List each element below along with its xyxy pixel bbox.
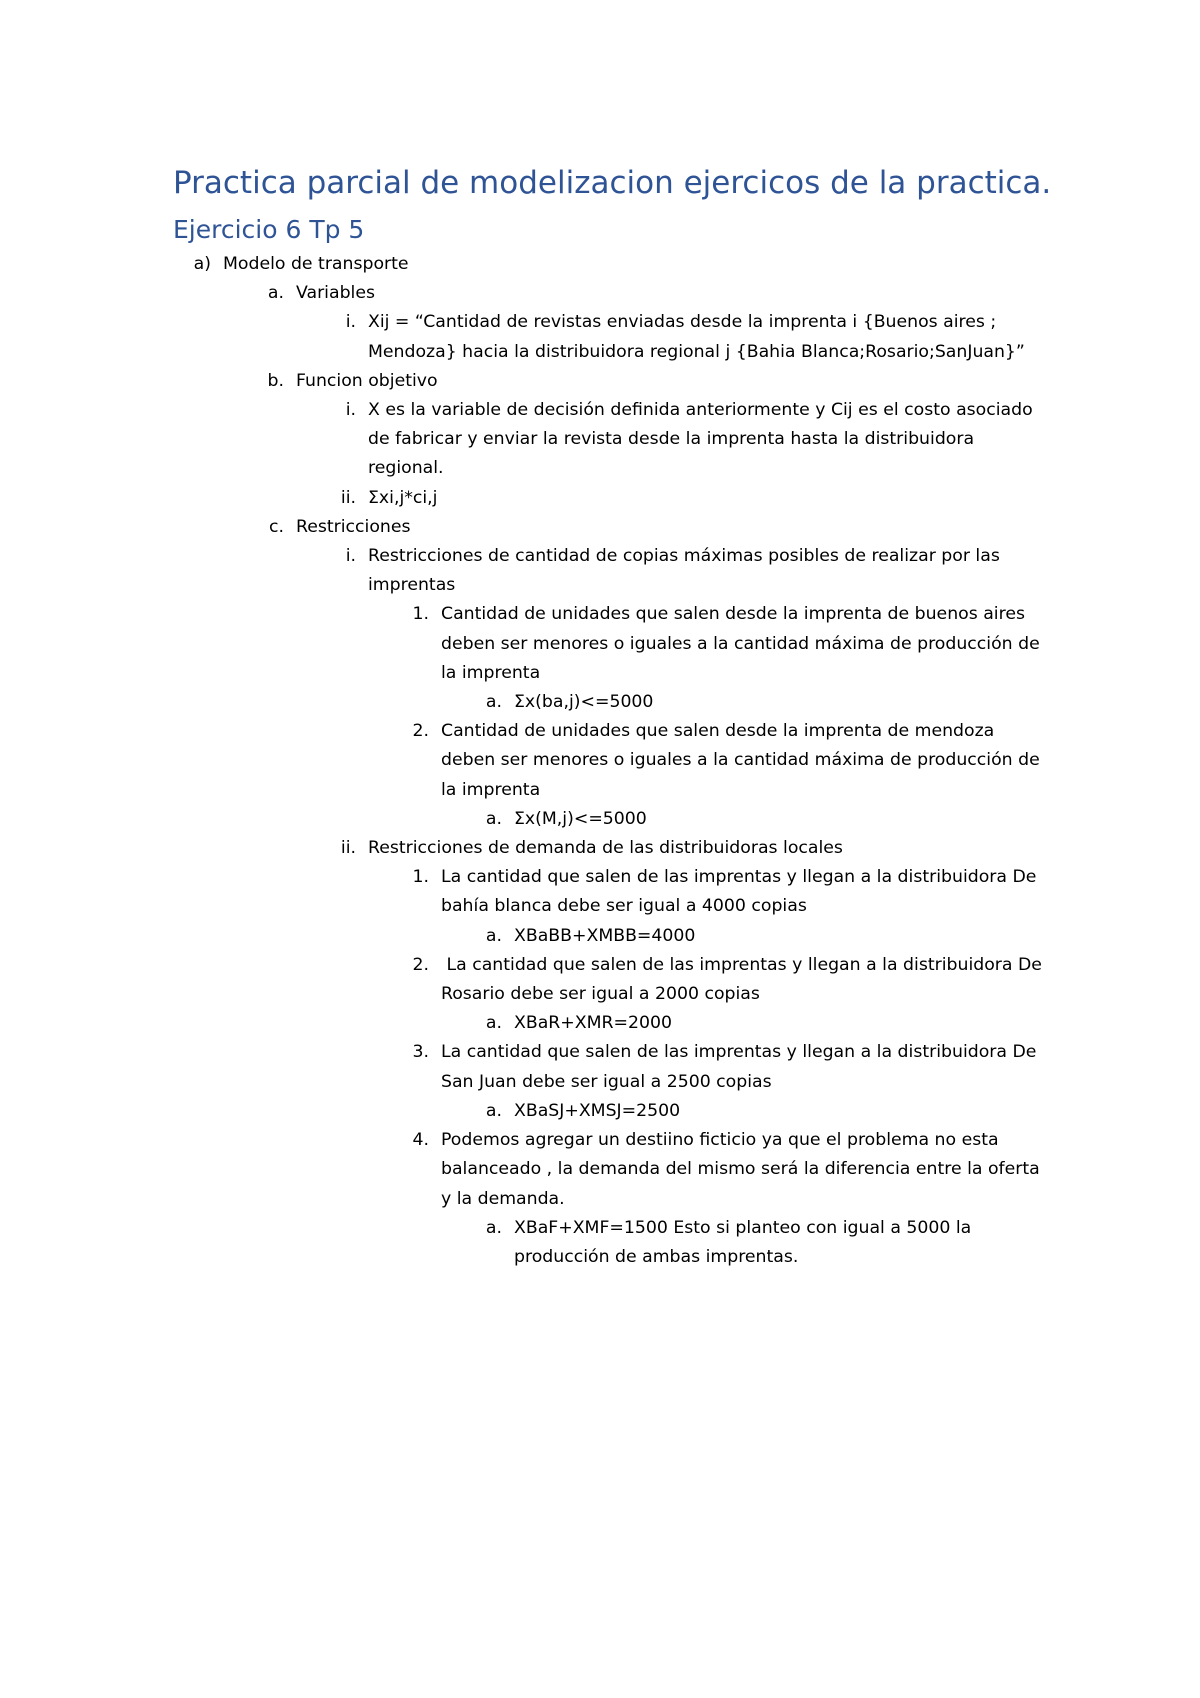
list-item-text: La cantidad que salen de las imprentas y llegan a la distribuidora De Rosario debe ser igual a 2000 copias	[441, 954, 1048, 1005]
list-item	[405, 951, 1053, 1009]
list-item	[478, 1097, 1053, 1126]
list-marker: ii.	[340, 838, 356, 859]
list-marker: 2.	[412, 954, 429, 975]
list-item-text: Podemos agregar un destiino ficticio ya que el problema no esta balanceado , la demanda del mismo será la diferencia entre la oferta y la demanda.	[441, 1130, 1046, 1209]
list-item-text: XBaR+XMR=2000	[514, 1013, 672, 1034]
list-item	[405, 1038, 1053, 1096]
list-item-text: XBaSJ+XMSJ=2500	[514, 1100, 681, 1121]
list-item-text: X es la variable de decisión definida anteriormente y Cij es el costo asociado de fabricar y enviar la revista desde la imprenta hasta la distribuidora regional.	[368, 400, 1039, 479]
list-marker: b.	[267, 370, 284, 391]
list-item-text: Cantidad de unidades que salen desde la imprenta de buenos aires deben ser menores o iguales a la cantidad máxima de producción de la imprenta	[441, 604, 1046, 683]
list-item-text: Variables	[296, 283, 375, 304]
list-marker: 2.	[412, 721, 429, 742]
list-item	[332, 542, 1053, 600]
list-marker: a.	[485, 1217, 502, 1238]
document-title: Practica parcial de modelizacion ejercicos de la practica.	[173, 165, 1052, 201]
list-item	[478, 1009, 1053, 1038]
list-item	[405, 600, 1053, 688]
list-marker: i.	[345, 400, 356, 421]
list-item-text: XBaBB+XMBB=4000	[514, 925, 696, 946]
list-item	[332, 834, 1053, 863]
list-item	[332, 308, 1053, 366]
list-item-text: La cantidad que salen de las imprentas y llegan a la distribuidora De bahía blanca debe ser igual a 4000 copias	[441, 867, 1042, 917]
list-item	[405, 863, 1053, 921]
list-marker: 4.	[412, 1130, 429, 1151]
list-marker: i.	[345, 546, 356, 567]
list-item-text: Cantidad de unidades que salen desde la imprenta de mendoza deben ser menores o iguales a la cantidad máxima de producción de la imprenta	[441, 721, 1046, 800]
list-item	[332, 484, 1053, 513]
list-item-text: Funcion objetivo	[296, 370, 438, 391]
list-item	[332, 396, 1053, 484]
exercise-heading: Ejercicio 6 Tp 5	[173, 215, 365, 244]
list-marker: ii.	[340, 487, 356, 508]
list-marker: a.	[485, 692, 502, 713]
document-content	[173, 163, 1053, 1272]
list-marker: 3.	[412, 1042, 429, 1063]
list-marker: a.	[485, 808, 502, 829]
list-item	[478, 688, 1053, 717]
list-item-text: Modelo de transporte	[223, 254, 409, 274]
list-item	[260, 279, 1053, 308]
list-item-text: Restricciones de demanda de las distribuidoras locales	[368, 838, 843, 859]
list-marker: 1.	[412, 867, 429, 888]
list-marker: a)	[193, 254, 211, 274]
list-item	[405, 1126, 1053, 1214]
list-item-text: Restricciones de cantidad de copias máximas posibles de realizar por las imprentas	[368, 546, 1006, 596]
list-item	[405, 717, 1053, 805]
list-item-text: Restricciones	[296, 516, 411, 537]
list-item	[260, 367, 1053, 396]
list-marker: 1.	[412, 604, 429, 625]
list-item	[478, 1214, 1053, 1272]
list-marker: a.	[485, 1013, 502, 1034]
list-item	[187, 250, 1053, 279]
list-item-text: Σx(M,j)<=5000	[514, 808, 647, 829]
list-item-text: Xij = “Cantidad de revistas enviadas desde la imprenta i {Buenos aires ; Mendoza} hacia la distribuidora regional j {Bahia Blanca;Rosario;SanJuan}”	[368, 312, 1025, 362]
list-marker: a.	[485, 925, 502, 946]
list-item-text: Σxi,j*ci,j	[368, 487, 438, 508]
list-marker: i.	[345, 312, 356, 333]
list-item-text: La cantidad que salen de las imprentas y llegan a la distribuidora De San Juan debe ser igual a 2500 copias	[441, 1042, 1042, 1092]
list-marker: c.	[269, 516, 284, 537]
list-item	[478, 805, 1053, 834]
list-item	[478, 922, 1053, 951]
list-item	[260, 513, 1053, 542]
list-item-text: Σx(ba,j)<=5000	[514, 692, 654, 713]
list-item-text: XBaF+XMF=1500 Esto si planteo con igual a 5000 la producción de ambas imprentas.	[514, 1217, 977, 1267]
list-marker: a.	[267, 283, 284, 304]
list-marker: a.	[485, 1100, 502, 1121]
